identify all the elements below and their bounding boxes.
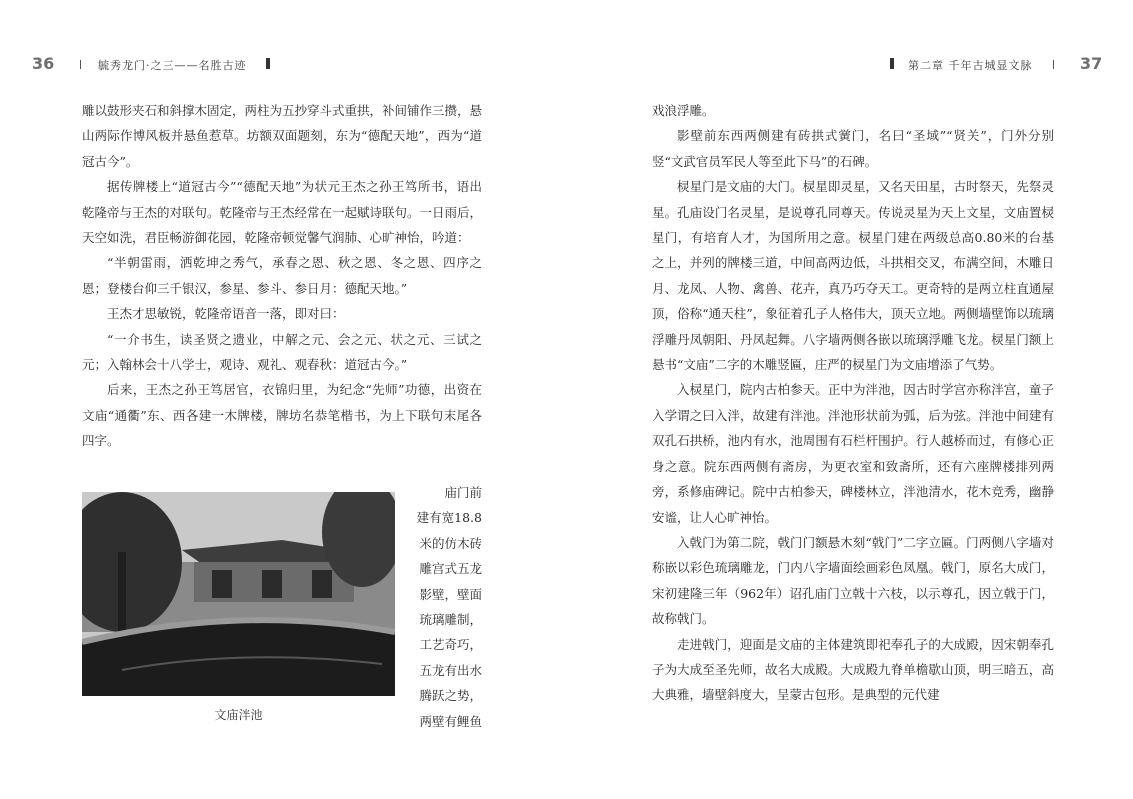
- paragraph: 入戟门为第二院，戟门门额悬木刻“戟门”二字立匾。门两侧八字墙对称嵌以彩色琉璃雕龙，门内八字墙面绘画彩色凤凰。戟门，原名大成门，宋初建隆三年（962年）诏孔庙门立戟十六枝，以示尊孔，因立戟于门，故称戟门。: [652, 534, 1054, 627]
- photo-caption: 文庙泮池: [214, 708, 263, 722]
- right-column: [652, 98, 1054, 708]
- side-line: 工艺奇巧，: [419, 637, 482, 653]
- paragraph: 雕以鼓形夹石和斜撑木固定，两柱为五抄穿斗式重拱，补间铺作三攒，悬山两际作博风板并悬鱼惹草。坊额双面题刻，东为“德配天地”，西为“道冠古今”。: [82, 103, 483, 169]
- temple-pond-photo: [82, 492, 395, 696]
- paragraph: 棂星门是文庙的大门。棂星即灵星，又名天田星，古时祭天，先祭灵星。孔庙设门名灵星，是说尊孔同尊天。传说灵星为天上文星，文庙置棂星门，有培育人才，为国所用之意。棂星门建在两级总高0.80米的台基之上，并列的牌楼三道，中间高两边低，斗拱相交叉，布满空间，木雕日月、龙凤、人物、禽兽、花卉，真乃巧夺天工。更奇特的是两立柱直通屋顶，俗称“通天柱”，象征着孔子人格伟大，顶天立地。两侧墙壁饰以琉璃浮雕丹凤朝阳、丹凤起舞。八字墙两侧各嵌以琉璃浮雕飞龙。棂星门额上悬书“文庙”二字的木雕竖匾，庄严的棂星门为文庙增添了气势。: [652, 179, 1054, 373]
- page-number-left: 36: [32, 54, 55, 73]
- paragraph: 走进戟门，迎面是文庙的主体建筑即祀奉孔子的大成殿，因宋朝奉孔子为大成至圣先师，故名大成殿。大成殿九脊单檐歇山顶，明三暗五，高大典雅，墙壁斜度大，呈蒙古包形。是典型的元代建: [652, 636, 1054, 703]
- page-number-right: 37: [1080, 54, 1103, 73]
- side-line: 雕宫式五龙: [419, 561, 482, 577]
- side-line: 影壁，壁面: [419, 586, 482, 602]
- running-title-right: 第二章 千年古城显文脉: [908, 59, 1033, 72]
- side-line: 庙门前: [444, 485, 482, 500]
- paragraph: 影壁前东西两侧建有砖拱式黉门，名曰“圣域”“贤关”，门外分别竖“文武官员军民人等至此下马”的石碑。: [652, 128, 1054, 169]
- header-bar: [266, 58, 270, 69]
- side-line: 两壁有鲤鱼: [419, 713, 482, 729]
- paragraph: 戏浪浮雕。: [652, 103, 715, 118]
- running-title-left: 毓秀龙门·之三——名胜古迹: [98, 59, 247, 72]
- side-line: 建有宽18.8: [416, 510, 482, 526]
- side-column: [410, 480, 482, 734]
- paragraph: 入棂星门，院内古柏参天。正中为泮池，因古时学宫亦称泮宫，童子入学谓之曰入泮，故建有泮池。泮池形状前为弧，后为弦。泮池中间建有双孔石拱桥，池内有水，池周围有石栏杆围护。行人越桥而过，有修心正身之意。院东西两侧有斋房，为更衣室和致斋所，还有六座牌楼排列两旁，系修庙碑记。院中古柏参天，碑楼林立，泮池清水，花木竞秀，幽静安谧，让人心旷神怡。: [652, 382, 1054, 525]
- header-divider: [80, 60, 81, 69]
- header-divider: [1053, 60, 1054, 69]
- side-line: 五龙有出水: [419, 662, 482, 678]
- paragraph: “一介书生，读圣贤之遗业，中解之元、会之元、状之元、三试之元；入翰林会十八学士，观诗、观礼、观春秋：道冠古今。”: [82, 331, 482, 373]
- left-column: [82, 98, 482, 454]
- paragraph: 据传牌楼上“道冠古今”“德配天地”为状元王杰之孙王笃所书，语出乾隆帝与王杰的对联句。乾隆帝与王杰经常在一起赋诗联句。一日雨后，天空如洗，君臣畅游御花园，乾隆帝顿觉馨气润肺、心旷神怡，吟道：: [82, 179, 483, 246]
- side-line: 米的仿木砖: [419, 535, 482, 551]
- photo-illustration: [82, 492, 395, 696]
- header-bar: [890, 58, 894, 69]
- side-line: 琉璃雕制，: [419, 612, 482, 628]
- side-line: 腾跃之势，: [419, 688, 482, 704]
- paragraph: 王杰才思敏锐，乾隆帝语音一落，即对曰：: [107, 306, 345, 322]
- paragraph: 后来，王杰之孙王笃居官，衣锦归里，为纪念“先师”功德，出资在文庙“通衢”东、西各建一木牌楼，牌坊名恭笔楷书，为上下联句末尾各四字。: [82, 382, 482, 449]
- paragraph: “半朝雷雨，洒乾坤之秀气，承春之恩、秋之恩、冬之恩、四序之恩；登楼台仰三千银汉，参星、参斗、参日月：德配天地。”: [82, 255, 482, 296]
